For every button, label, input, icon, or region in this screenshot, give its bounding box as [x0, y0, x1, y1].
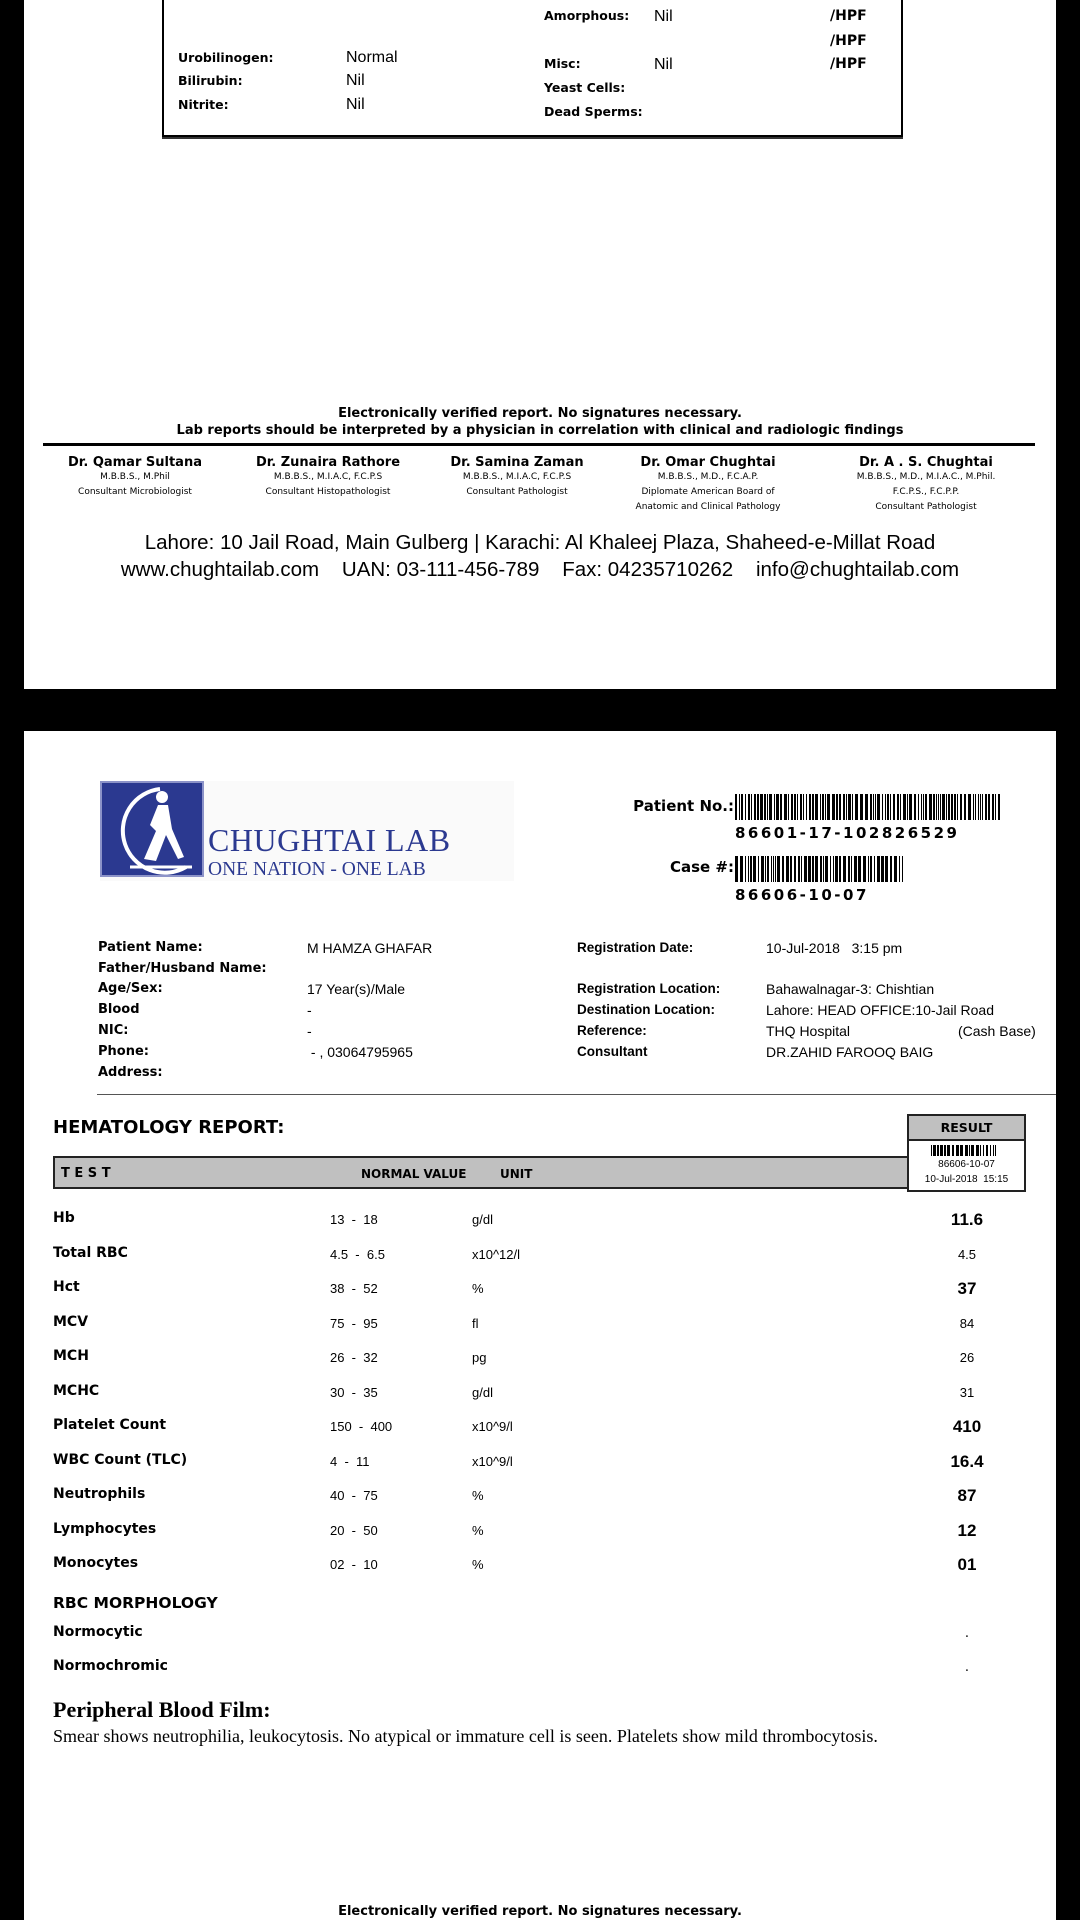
report-page-2	[24, 731, 1056, 1920]
morphology-item: Normocytic	[53, 1624, 143, 1640]
unit: %	[472, 1557, 484, 1572]
doctor-card	[35, 455, 235, 500]
normal-value: 38 - 52	[330, 1281, 378, 1296]
table-row	[24, 1555, 1056, 1585]
info-value: -	[307, 1023, 312, 1039]
patient-no-label: Patient No.:	[633, 797, 734, 815]
pbf-text: Smear shows neutrophilia, leukocytosis. No atypical or immature cell is seen. Platelets show mild thrombocytosis.	[53, 1726, 878, 1746]
result-value: 87	[957, 1486, 977, 1505]
normal-value: 150 - 400	[330, 1419, 393, 1434]
test-name: MCV	[53, 1313, 89, 1330]
doctor-name: Dr. A . S. Chughtai	[859, 455, 993, 470]
test-name: Neutrophils	[53, 1486, 146, 1502]
unit: g/dl	[472, 1212, 493, 1227]
result-value: 12	[957, 1520, 977, 1540]
normal-value: 75 - 95	[330, 1315, 378, 1331]
unit: %	[472, 1281, 484, 1296]
barcode-gap	[903, 856, 905, 882]
doctor-card	[417, 455, 617, 500]
case-label: Case #:	[669, 858, 734, 876]
barcode-gap	[996, 1145, 997, 1156]
header-test: T E S T	[61, 1166, 111, 1181]
normal-value: 02 - 10	[330, 1557, 378, 1572]
urine-label-2: Dead Sperms:	[544, 104, 643, 119]
doctor-qualification: Anatomic and Clinical Pathology	[635, 502, 781, 512]
doctor-name: Dr. Samina Zaman	[450, 455, 584, 470]
doctor-qualification: Consultant Pathologist	[466, 487, 568, 497]
doctor-card	[608, 455, 808, 515]
info-label-right: Consultant	[577, 1044, 648, 1059]
table-row	[24, 1417, 1056, 1447]
info-value: -	[307, 1002, 312, 1018]
urine-label-2: Yeast Cells:	[544, 80, 626, 95]
doctor-qualification: M.B.B.S., M.Phil	[100, 472, 170, 482]
test-name: Platelet Count	[53, 1417, 167, 1433]
urine-exam-box	[162, 0, 903, 137]
result-header: RESULT	[909, 1116, 1024, 1141]
info-value-right: THQ Hospital	[766, 1023, 851, 1039]
doctor-qualification: Consultant Pathologist	[875, 502, 977, 512]
table-row	[24, 1314, 1056, 1344]
table-row	[24, 1383, 1056, 1413]
info-label: Blood	[98, 1002, 140, 1017]
info-divider	[97, 1094, 1056, 1095]
info-value-right: Lahore: HEAD OFFICE:10-Jail Road	[766, 1002, 994, 1018]
pbf-title: Peripheral Blood Film:	[53, 1697, 271, 1722]
test-name: MCH	[53, 1348, 89, 1364]
unit: x10^12/l	[472, 1246, 521, 1262]
normal-value: 4.5 - 6.5	[330, 1246, 385, 1262]
info-label: Address:	[98, 1065, 163, 1080]
doctor-name: Dr. Zunaira Rathore	[255, 455, 401, 470]
result-value: 11.6	[950, 1210, 984, 1229]
morphology-result: .	[964, 1660, 970, 1675]
verified-note-2: Electronically verified report. No signatures necessary.	[338, 1904, 742, 1919]
unit: x10^9/l	[472, 1453, 513, 1469]
morphology-result: .	[964, 1626, 970, 1641]
urine-value: Nil	[346, 72, 365, 89]
result-value: 26	[959, 1350, 975, 1365]
case-number: 86606-10-07	[735, 886, 869, 904]
info-label-right: Registration Date:	[577, 940, 694, 955]
doctor-qualification: M.B.B.S., M.I.A.C, F.C.P.S	[273, 472, 383, 482]
normal-value: 4 - 11	[330, 1453, 370, 1469]
doctor-qualification: Consultant Microbiologist	[78, 487, 192, 497]
doctor-card	[826, 455, 1026, 515]
doctor-qualification: Consultant Histopathologist	[265, 487, 391, 497]
urine-unit: /HPF	[830, 33, 867, 49]
result-value: 37	[957, 1279, 977, 1298]
test-name: Hct	[53, 1279, 80, 1295]
info-value: M HAMZA GHAFAR	[307, 940, 433, 956]
barcode-gap	[1000, 794, 1001, 820]
urine-label: Urobilinogen:	[178, 50, 274, 65]
info-value-right: DR.ZAHID FAROOQ BAIG	[766, 1044, 934, 1060]
info-label-right: Registration Location:	[577, 981, 721, 996]
table-header	[53, 1156, 912, 1189]
result-value: 4.5	[957, 1246, 977, 1262]
doctor-qualification: Diplomate American Board of	[641, 487, 775, 497]
doctor-name: Dr. Qamar Sultana	[68, 455, 202, 470]
info-extra: (Cash Base)	[958, 1023, 1036, 1039]
patient-barcode	[735, 794, 1002, 820]
urine-label-2: Misc:	[544, 56, 581, 71]
lab-address: Lahore: 10 Jail Road, Main Gulberg | Karachi: Al Khaleej Plaza, Shaheed-e-Millat Road	[144, 531, 936, 554]
urine-unit: /HPF	[830, 56, 867, 72]
result-datetime: 10-Jul-2018 15:15	[924, 1174, 1009, 1185]
table-row	[24, 1210, 1056, 1240]
info-label-right: Destination Location:	[577, 1002, 715, 1017]
test-name: WBC Count (TLC)	[53, 1451, 188, 1468]
urine-value-2: Nil	[654, 8, 673, 25]
table-row	[24, 1486, 1056, 1516]
info-label: Patient Name:	[98, 940, 203, 955]
lab-logo	[100, 781, 514, 881]
unit: pg	[472, 1350, 487, 1365]
doctor-name: Dr. Omar Chughtai	[640, 455, 776, 470]
result-value: 84	[959, 1315, 975, 1331]
unit: %	[472, 1522, 484, 1538]
urine-value-2: Nil	[654, 56, 673, 73]
table-row	[24, 1348, 1056, 1378]
info-label-right: Reference:	[577, 1023, 647, 1038]
info-label: Phone:	[98, 1044, 149, 1059]
result-value: 31	[959, 1384, 975, 1400]
normal-value: 13 - 18	[330, 1212, 378, 1227]
test-name: Hb	[53, 1210, 75, 1226]
normal-value: 26 - 32	[330, 1350, 378, 1365]
urine-label: Nitrite:	[178, 97, 229, 112]
info-value-right: Bahawalnagar-3: Chishtian	[766, 981, 935, 997]
unit: %	[472, 1488, 484, 1503]
result-case: 86606-10-07	[938, 1159, 995, 1170]
info-value: - , 03064795965	[307, 1044, 413, 1060]
doctor-qualification: F.C.P.S., F.C.P.P.	[892, 487, 960, 497]
lab-contact: www.chughtailab.com UAN: 03-111-456-789 Fax: 04235710262 info@chughtailab.com	[120, 558, 960, 581]
urine-value: Nil	[346, 96, 365, 113]
doctor-card	[228, 455, 428, 500]
doctor-qualification: M.B.B.S., M.D., M.I.A.C., M.Phil.	[856, 472, 996, 482]
unit: x10^9/l	[472, 1419, 513, 1434]
info-label: NIC:	[98, 1023, 129, 1038]
header-normal-value: NORMAL VALUE	[361, 1167, 467, 1181]
unit: fl	[472, 1315, 479, 1331]
urine-value: Normal	[346, 49, 398, 66]
result-value: 410	[952, 1417, 982, 1436]
header-unit: UNIT	[500, 1167, 533, 1181]
report-title: HEMATOLOGY REPORT:	[53, 1117, 285, 1138]
info-value-right: 10-Jul-2018 3:15 pm	[766, 940, 903, 956]
table-row	[24, 1245, 1056, 1275]
result-value: 16.4	[950, 1451, 984, 1471]
table-row	[24, 1452, 1056, 1482]
urine-label: Bilirubin:	[178, 73, 243, 88]
walking-man-logo-icon	[100, 781, 204, 877]
logo-tagline: ONE NATION - ONE LAB	[208, 859, 426, 880]
interpretation-note: Lab reports should be interpreted by a physician in correlation with clinical and radiologic findings	[176, 423, 904, 438]
doctor-qualification: M.B.B.S., M.I.A.C, F.C.P.S	[462, 472, 572, 482]
result-value: 01	[957, 1555, 977, 1574]
unit: g/dl	[472, 1384, 493, 1400]
test-name: Lymphocytes	[53, 1520, 157, 1537]
logo-name: CHUGHTAI LAB	[208, 822, 451, 858]
result-box	[907, 1114, 1026, 1192]
test-name: MCHC	[53, 1382, 100, 1399]
morphology-item: Normochromic	[53, 1658, 168, 1674]
urine-unit: /HPF	[830, 8, 867, 24]
table-row	[24, 1279, 1056, 1309]
urine-label-2: Amorphous:	[544, 8, 630, 23]
test-name: Total RBC	[53, 1244, 128, 1261]
normal-value: 30 - 35	[330, 1384, 378, 1400]
verified-note: Electronically verified report. No signatures necessary.	[338, 406, 742, 421]
result-barcode	[931, 1145, 999, 1156]
footer-divider	[43, 443, 1035, 446]
info-label: Father/Husband Name:	[98, 961, 267, 976]
table-row	[24, 1521, 1056, 1551]
info-value: 17 Year(s)/Male	[307, 981, 406, 997]
report-page-1	[24, 0, 1056, 689]
morphology-title: RBC MORPHOLOGY	[53, 1594, 218, 1612]
doctor-qualification: M.B.B.S., M.D., F.C.A.P.	[657, 472, 759, 482]
case-barcode	[735, 856, 907, 882]
test-name: Monocytes	[53, 1555, 139, 1571]
normal-value: 20 - 50	[330, 1522, 378, 1538]
normal-value: 40 - 75	[330, 1488, 378, 1503]
info-label: Age/Sex:	[98, 981, 163, 996]
patient-number: 86601-17-102826529	[735, 824, 960, 842]
